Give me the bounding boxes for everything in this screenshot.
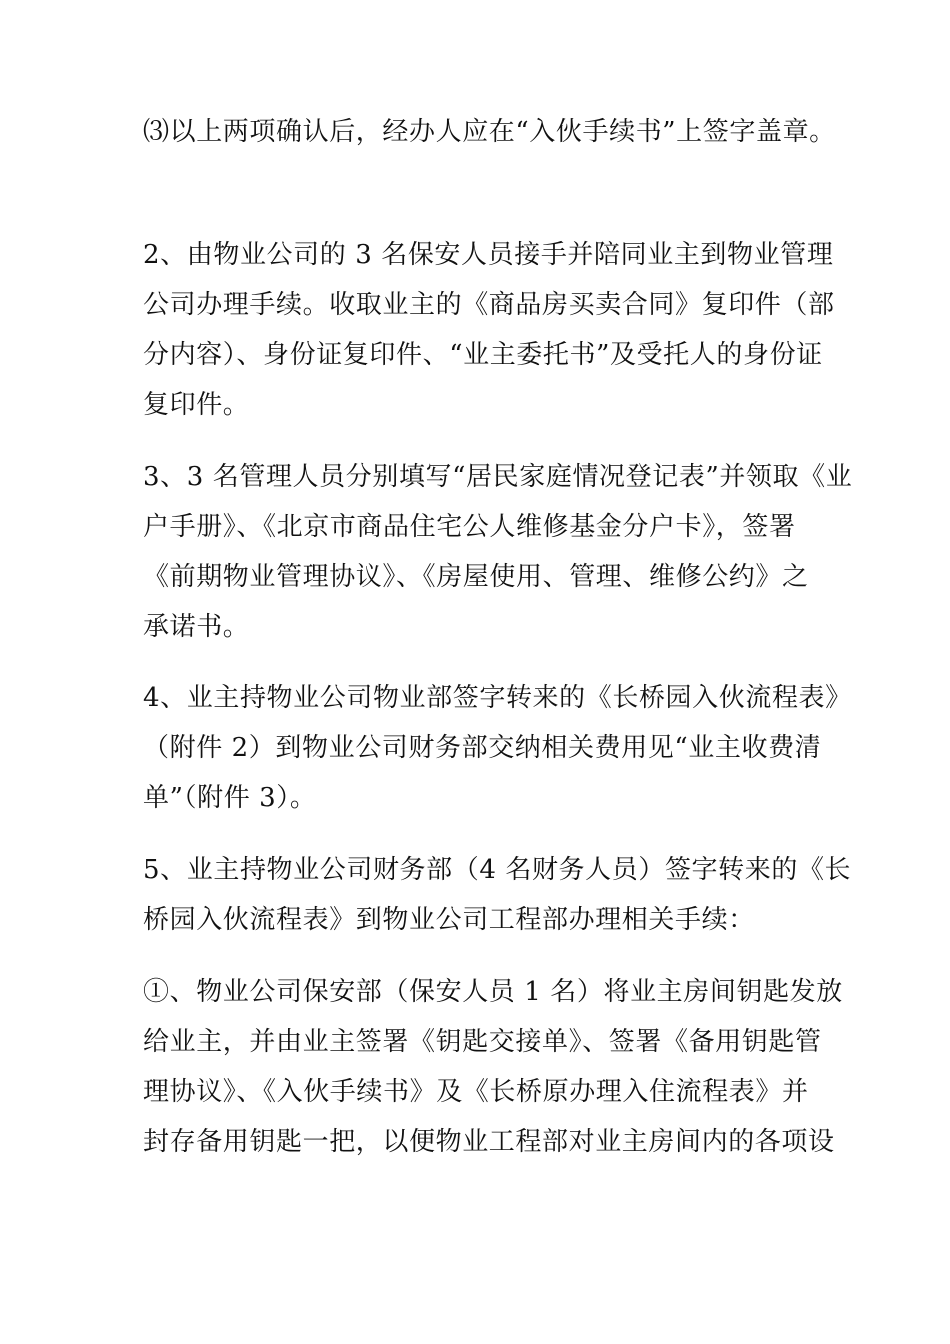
text-line: 《前期物业管理协议》、《房屋使用、管理、维修公约》之 (143, 562, 809, 592)
text-line: 复印件。 (143, 390, 250, 420)
text-line: 给业主，并由业主签署《钥匙交接单》、签署《备用钥匙管 (143, 1027, 822, 1057)
text-line: 单”（附件 3）。 (143, 783, 317, 813)
text-line: 承诺书。 (143, 612, 250, 642)
text-line: ①、物业公司保安部（保安人员 1 名）将业主房间钥匙发放 (143, 977, 843, 1007)
text-line: ⑶以上两项确认后，经办人应在“入伙手续书”上签字盖章。 (143, 117, 836, 147)
text-line: 公司办理手续。收取业主的《商品房买卖合同》复印件（部 (143, 290, 835, 320)
text-line: （附件 2）到物业公司财务部交纳相关费用见“业主收费清 (143, 733, 822, 763)
text-line: 3、3 名管理人员分别填写“居民家庭情况登记表”并领取《业 (143, 462, 853, 492)
text-line: 4、业主持物业公司物业部签字转来的《长桥园入伙流程表》 (143, 683, 852, 713)
text-line: 户手册》、《北京市商品住宅公人维修基金分户卡》，签署 (143, 512, 796, 542)
text-line: 封存备用钥匙一把，以便物业工程部对业主房间内的各项设 (143, 1127, 835, 1157)
text-line: 5、业主持物业公司财务部（4 名财务人员）签字转来的《长 (143, 855, 852, 885)
text-line: 2、由物业公司的 3 名保安人员接手并陪同业主到物业管理 (143, 240, 834, 270)
text-line: 理协议》、《入伙手续书》及《长桥原办理入住流程表》并 (143, 1077, 809, 1107)
text-line: 分内容）、身份证复印件、“业主委托书”及受托人的身份证 (143, 340, 823, 370)
text-line: 桥园入伙流程表》到物业公司工程部办理相关手续： (143, 905, 755, 935)
